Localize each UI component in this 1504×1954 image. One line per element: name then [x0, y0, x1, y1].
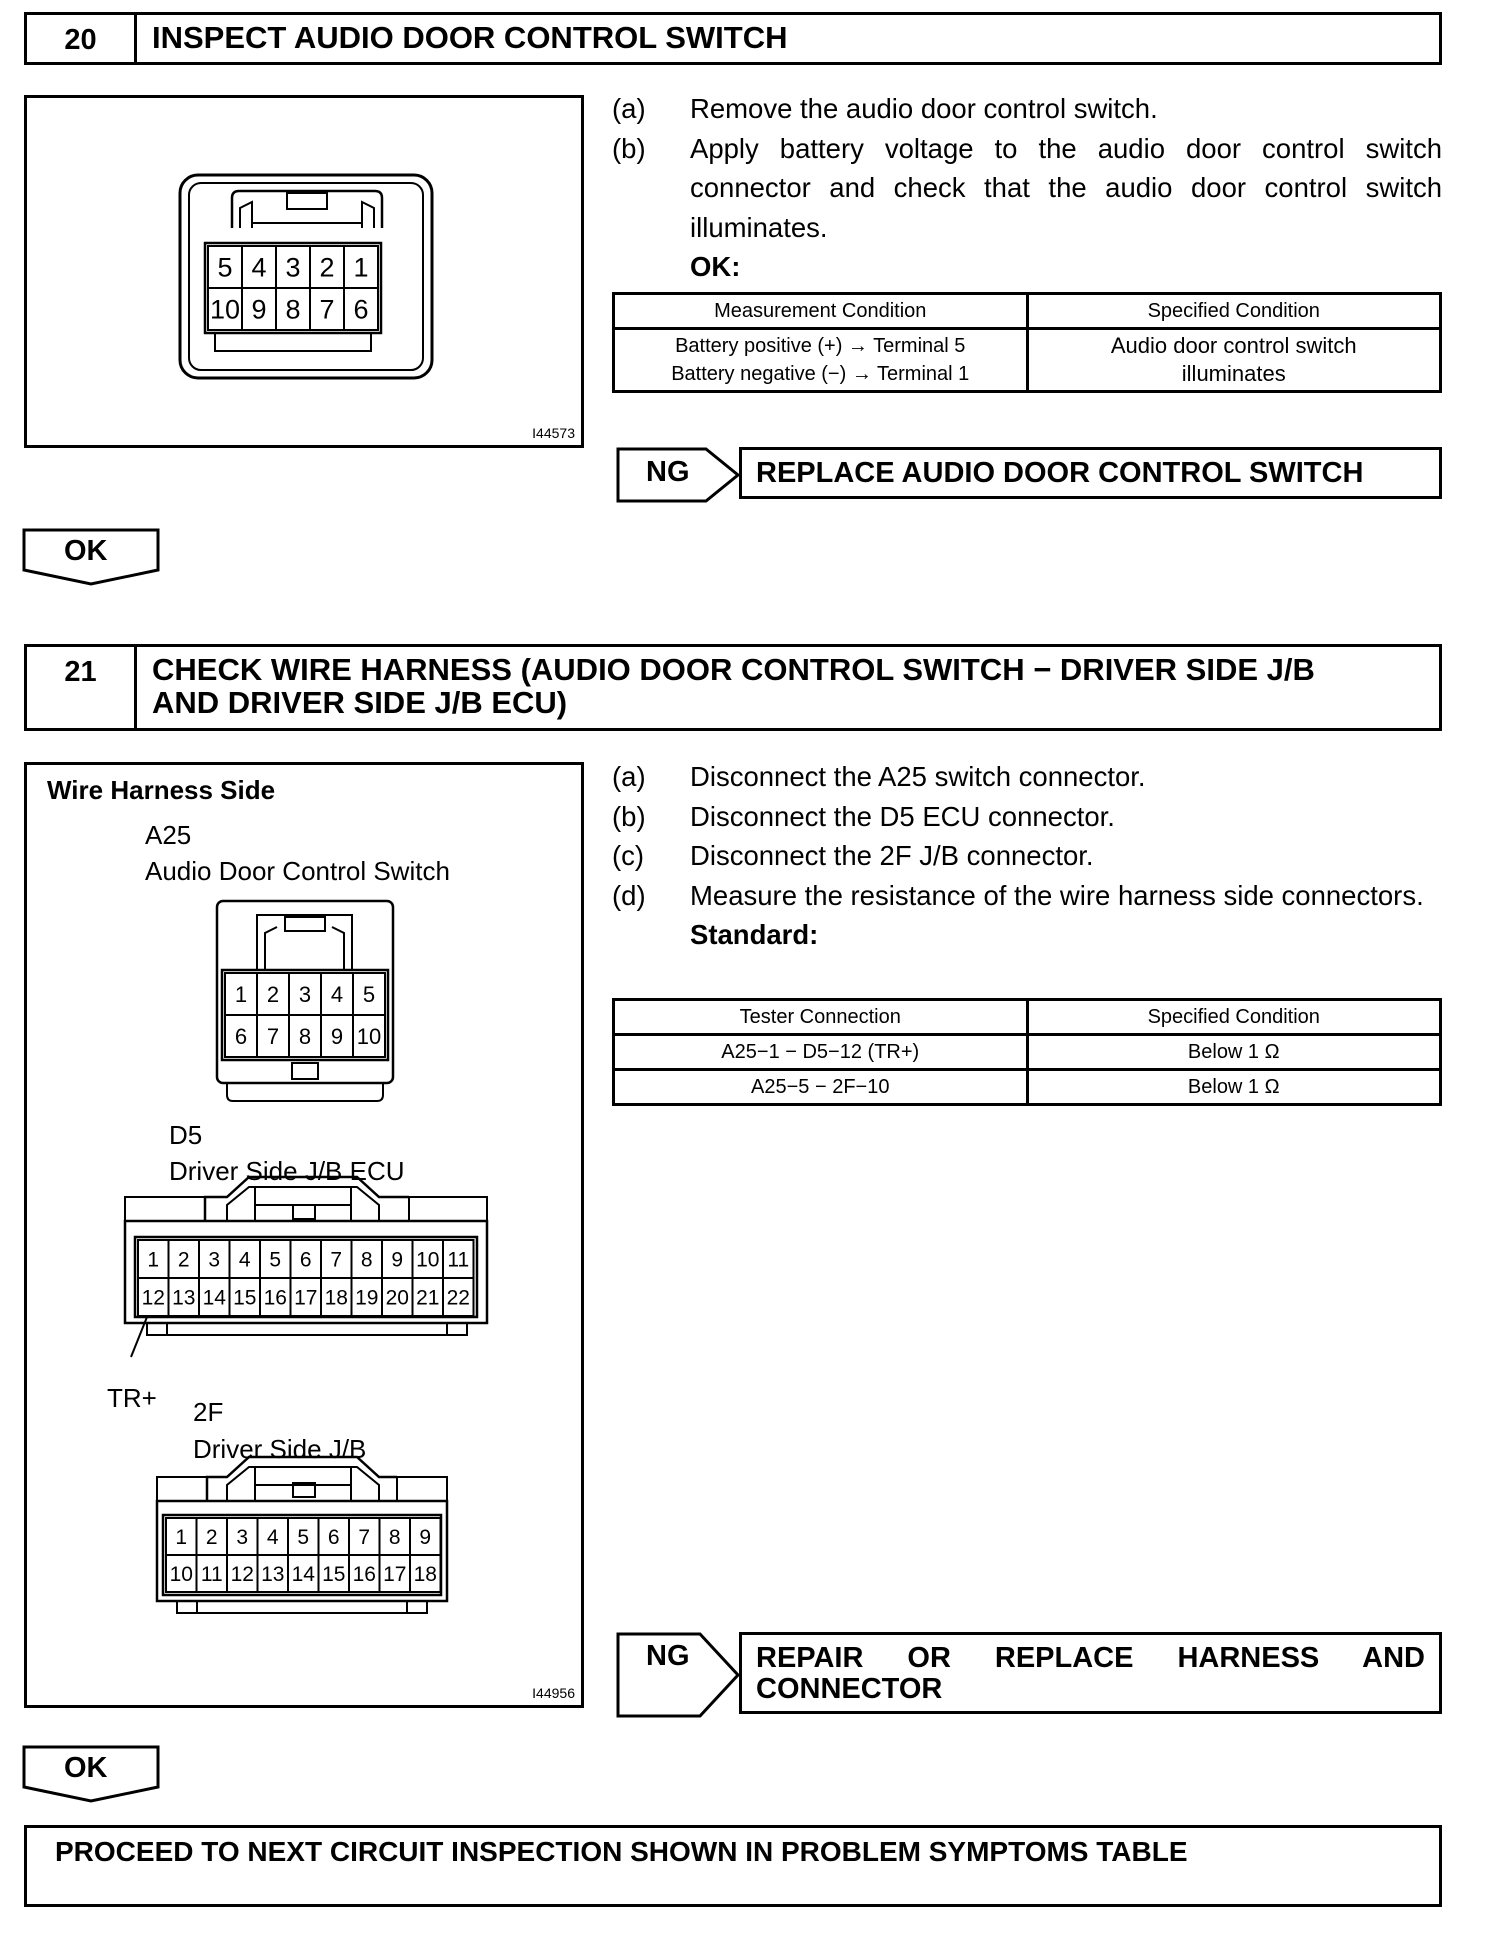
- terminal-number: 10: [209, 294, 241, 325]
- step-20-spec-table: [612, 292, 1442, 393]
- a25-code: A25: [145, 820, 192, 850]
- terminal-number: 7: [358, 1526, 371, 1550]
- terminal-number: 7: [319, 294, 335, 325]
- table-cell: Below 1 Ω: [1027, 1035, 1441, 1070]
- jb-code: 2F: [193, 1397, 224, 1427]
- result-label: OK:: [690, 251, 741, 282]
- terminal-number: 1: [353, 252, 369, 283]
- jb-name: Driver Side J/B: [193, 1434, 367, 1464]
- terminal-number: 15: [233, 1286, 257, 1310]
- terminal-number: 9: [330, 1023, 344, 1049]
- harness-connectors-drawing: [27, 765, 581, 1705]
- terminal-number: 4: [330, 981, 344, 1007]
- terminal-number: 2: [319, 252, 335, 283]
- ng-action-text: CONNECTOR: [756, 1673, 943, 1705]
- step-20-instructions: [612, 89, 1442, 287]
- d5-name: Driver Side J/B ECU: [169, 1156, 405, 1186]
- table-header: Specified Condition: [1027, 1000, 1441, 1035]
- result-label-row: [612, 247, 1442, 287]
- instruction-label: (c): [612, 840, 645, 871]
- terminal-number: 8: [388, 1526, 401, 1550]
- instruction-b: [612, 797, 1442, 837]
- terminal-number: 16: [352, 1563, 376, 1587]
- terminal-number: 9: [419, 1526, 432, 1550]
- condition-line: Battery positive (+) → Terminal 5: [675, 335, 966, 357]
- table-header-row: [614, 294, 1441, 329]
- condition-line: Battery negative (−) → Terminal 1: [671, 363, 970, 385]
- terminal-number: 14: [202, 1286, 226, 1310]
- terminal-number: 7: [330, 1248, 343, 1272]
- table-cell: A25−5 − 2F−10: [614, 1070, 1028, 1105]
- terminal-number: 12: [141, 1286, 165, 1310]
- ng-label: NG: [646, 456, 690, 488]
- terminal-number: 8: [360, 1248, 373, 1272]
- terminal-number: 17: [294, 1286, 318, 1310]
- terminal-number: 8: [285, 294, 301, 325]
- instruction-d: [612, 876, 1442, 916]
- instruction-c: [612, 836, 1442, 876]
- table-row: [614, 1035, 1441, 1070]
- instruction-text: Disconnect the A25 switch connector.: [690, 761, 1146, 792]
- instruction-b: [612, 129, 1442, 248]
- instruction-label: (d): [612, 879, 646, 911]
- figure-heading: Wire Harness Side: [47, 775, 276, 805]
- terminal-number: 7: [266, 1023, 280, 1049]
- terminal-number: 12: [230, 1563, 254, 1587]
- terminal-number: 9: [251, 294, 267, 325]
- step-number: 20: [27, 15, 137, 62]
- step-20-figure: [24, 95, 584, 448]
- step-title: INSPECT AUDIO DOOR CONTROL SWITCH: [152, 20, 788, 55]
- terminal-number: 10: [416, 1248, 440, 1272]
- terminal-number: 15: [322, 1563, 346, 1587]
- terminal-number: 4: [251, 252, 267, 283]
- ng-action-box: [739, 1632, 1442, 1714]
- step-number: 21: [27, 647, 137, 728]
- instruction-label: (a): [612, 93, 646, 124]
- table-header: Measurement Condition: [614, 294, 1028, 329]
- terminal-number: 3: [298, 981, 312, 1007]
- terminal-number: 6: [299, 1248, 312, 1272]
- terminal-number: 11: [447, 1248, 470, 1272]
- step-21-figure: [24, 762, 584, 1708]
- step-20-header: [24, 12, 1442, 65]
- table-header: Tester Connection: [614, 1000, 1028, 1035]
- terminal-number: 6: [327, 1526, 340, 1550]
- instruction-label: (b): [612, 800, 646, 832]
- final-action-box: [24, 1825, 1442, 1907]
- terminal-number: 22: [446, 1286, 470, 1310]
- table-header-row: [614, 1000, 1441, 1035]
- terminal-number: 2: [266, 981, 280, 1007]
- result-label-row: [612, 915, 1442, 955]
- table-cell: [614, 329, 1028, 392]
- terminal-number: 19: [355, 1286, 379, 1310]
- terminal-number: 1: [175, 1526, 188, 1550]
- instruction-a: [612, 757, 1442, 797]
- terminal-number: 14: [291, 1563, 315, 1587]
- table-row: [614, 1070, 1441, 1105]
- terminal-number: 6: [353, 294, 369, 325]
- table-cell: A25−1 − D5−12 (TR+): [614, 1035, 1028, 1070]
- ng-label: NG: [646, 1640, 690, 1672]
- table-header: Specified Condition: [1027, 294, 1441, 329]
- terminal-number: 3: [236, 1526, 249, 1550]
- title-line: AND DRIVER SIDE J/B ECU): [152, 685, 568, 720]
- spec-line: illuminates: [1181, 361, 1286, 386]
- terminal-number: 13: [172, 1286, 196, 1310]
- terminal-number: 3: [285, 252, 301, 283]
- instruction-text: Measure the resistance of the wire harness side connectors.: [690, 879, 1424, 911]
- instruction-text: Apply battery voltage to the audio door control switch connector and check that the audio door control switch illuminates.: [690, 132, 1442, 243]
- ng-action-text: REPLACE AUDIO DOOR CONTROL SWITCH: [756, 457, 1364, 489]
- terminal-number: 1: [147, 1248, 160, 1272]
- step-21-header: [24, 644, 1442, 731]
- jb-connector: [157, 1457, 447, 1613]
- terminal-number: 6: [234, 1023, 248, 1049]
- a25-name: Audio Door Control Switch: [145, 856, 450, 886]
- ng-action-text: REPAIR OR REPLACE HARNESS AND: [756, 1642, 1425, 1674]
- terminal-number: 4: [266, 1526, 279, 1550]
- a25-connector: [217, 901, 393, 1101]
- table-cell: [1027, 329, 1441, 392]
- terminal-number: 11: [200, 1563, 223, 1587]
- terminal-number: 16: [263, 1286, 287, 1310]
- instruction-text: Remove the audio door control switch.: [690, 93, 1158, 124]
- result-label: Standard:: [690, 919, 819, 950]
- final-action-text: PROCEED TO NEXT CIRCUIT INSPECTION SHOWN IN PROBLEM SYMPTOMS TABLE: [55, 1836, 1188, 1867]
- terminal-number: 8: [298, 1023, 312, 1049]
- instruction-a: [612, 89, 1442, 129]
- audio-door-switch-connector: [27, 98, 581, 445]
- table-cell: Below 1 Ω: [1027, 1070, 1441, 1105]
- terminal-number: 10: [356, 1023, 382, 1049]
- terminal-number: 2: [177, 1248, 190, 1272]
- terminal-number: 10: [169, 1563, 193, 1587]
- figure-id: I44956: [532, 1685, 575, 1701]
- step-21-instructions: [612, 757, 1442, 955]
- d5-connector: [125, 1177, 487, 1357]
- terminal-number: 21: [416, 1286, 440, 1310]
- terminal-number: 18: [413, 1563, 437, 1587]
- terminal-number: 17: [383, 1563, 407, 1587]
- ng-action-box: [739, 447, 1442, 499]
- table-row: [614, 329, 1441, 392]
- terminal-number: 2: [205, 1526, 218, 1550]
- terminal-number: 5: [269, 1248, 282, 1272]
- terminal-number: 5: [362, 981, 376, 1007]
- spec-line: Audio door control switch: [1110, 333, 1357, 358]
- instruction-text: Disconnect the D5 ECU connector.: [690, 800, 1115, 832]
- terminal-number: 4: [238, 1248, 251, 1272]
- figure-id: I44573: [532, 425, 575, 441]
- terminal-number: 9: [391, 1248, 404, 1272]
- step-title: [152, 653, 1419, 719]
- terminal-number: 13: [261, 1563, 285, 1587]
- ok-label: OK: [64, 1752, 108, 1784]
- instruction-label: (a): [612, 761, 646, 792]
- terminal-number: 1: [234, 981, 248, 1007]
- ok-label: OK: [64, 535, 108, 567]
- title-line: CHECK WIRE HARNESS (AUDIO DOOR CONTROL SWITCH − DRIVER SIDE J/B: [152, 652, 1315, 687]
- d5-code: D5: [169, 1120, 203, 1150]
- terminal-number: 5: [297, 1526, 310, 1550]
- instruction-text: Disconnect the 2F J/B connector.: [690, 840, 1094, 871]
- instruction-label: (b): [612, 132, 646, 164]
- terminal-number: 5: [217, 252, 233, 283]
- terminal-number: 18: [324, 1286, 348, 1310]
- terminal-number: 20: [385, 1286, 409, 1310]
- step-21-spec-table: [612, 998, 1442, 1106]
- d5-pin-label: TR+: [107, 1383, 157, 1413]
- terminal-number: 3: [208, 1248, 221, 1272]
